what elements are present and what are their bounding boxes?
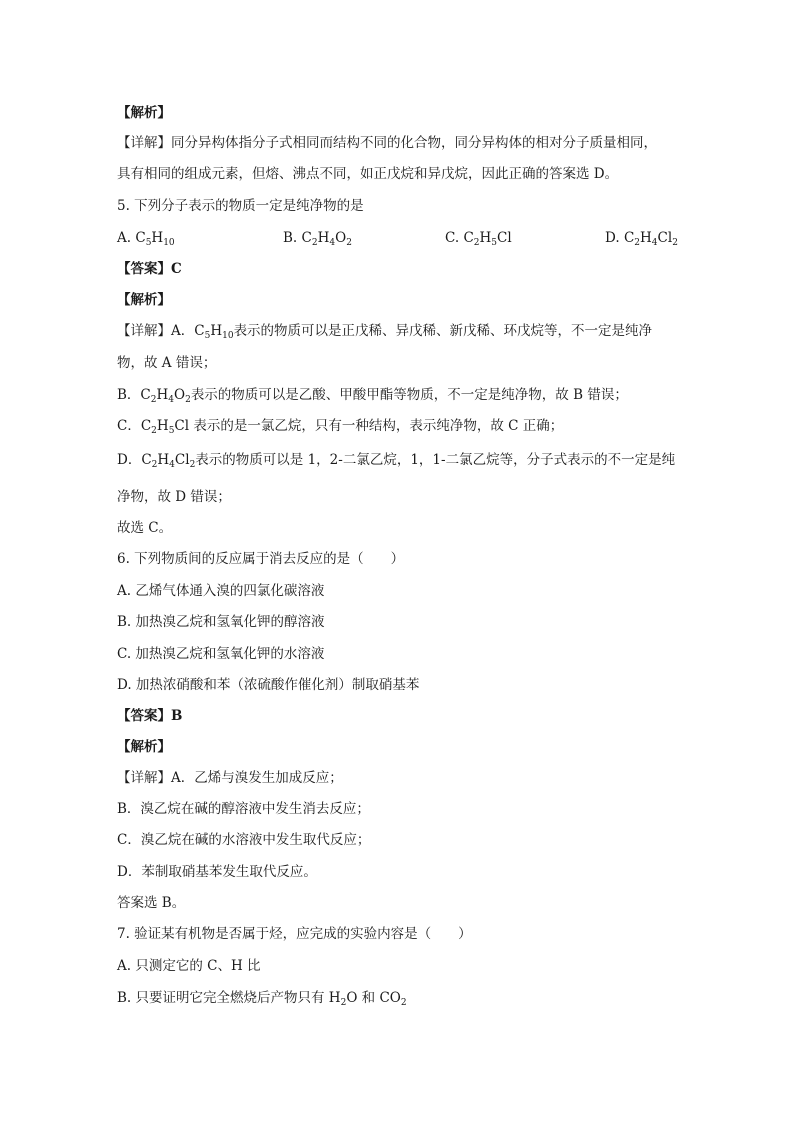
question-stem: 5. 下列分子表示的物质一定是纯净物的是 [117,198,364,214]
detail-text: 具有相同的组成元素，但熔、沸点不同，如正戊烷和异戊烷，因此正确的答案选 D。 [117,166,619,182]
option-a: A. $C_5H_{10}$ [117,230,175,248]
detail-text: 【详解】同分异构体指分子式相同而结构不同的化合物，同分异构体的相对分子质量相同， [117,135,657,151]
detail-text: C．溴乙烷在碱的水溶液中发生取代反应； [117,832,371,848]
option-b: B. 加热溴乙烷和氢氧化钾的醇溶液 [117,614,325,630]
option-b: B. $C_2H_4O_2$ [283,230,352,248]
analysis-heading: 【解析】 [117,739,171,755]
analysis-heading: 【解析】 [117,105,171,121]
detail-text: D．$C_2H_4Cl_2$表示的物质可以是 1，2-二氯乙烷，1，1-二氯乙烷等，分子式表示的不一定是纯 [117,452,676,470]
option-a: A. 只测定它的 C、H 比 [117,958,261,974]
option-c: C. 加热溴乙烷和氢氧化钾的水溶液 [117,646,325,662]
option-d: D. $C_2H_4Cl_2$ [605,230,678,248]
detail-text: B．溴乙烷在碱的醇溶液中发生消去反应； [117,801,370,817]
question-stem: 6. 下列物质间的反应属于消去反应的是（ ） [117,551,405,567]
detail-text: C．$C_2H_5Cl$ 表示的是一氯乙烷，只有一种结构，表示纯净物，故 C 正确； [117,418,564,436]
conclusion-text: 故选 C。 [117,520,173,536]
detail-text: 【详解】A．乙烯与溴发生加成反应； [117,770,343,786]
detail-text: 【详解】A．$C_5H_{10}$表示的物质可以是正戊稀、异戊稀、新戊稀、环戊烷等，不一定是纯净 [117,323,653,341]
detail-text: 物，故 A 错误； [117,355,217,371]
option-b: B. 只要证明它完全燃烧后产物只有 $H_2O$ 和 $CO_2$ [117,990,407,1008]
detail-text: B．$C_2H_4O_2$表示的物质可以是乙酸、甲酸甲酯等物质，不一定是纯净物，故 B 错误； [117,387,628,405]
detail-text: 净物，故 D 错误； [117,489,231,505]
option-a: A. 乙烯气体通入溴的四氯化碳溶液 [117,583,325,599]
option-d: D. 加热浓硝酸和苯（浓硫酸作催化剂）制取硝基苯 [117,677,420,693]
detail-text: D．苯制取硝基苯发生取代反应。 [117,864,317,880]
answer-heading: 【答案】C [117,261,182,277]
conclusion-text: 答案选 B。 [117,895,186,911]
question-stem: 7. 验证某有机物是否属于烃，应完成的实验内容是（ ） [117,926,472,942]
answer-heading: 【答案】B [117,708,183,724]
option-c: C. $C_2H_5Cl$ [445,230,512,248]
analysis-heading: 【解析】 [117,292,171,308]
